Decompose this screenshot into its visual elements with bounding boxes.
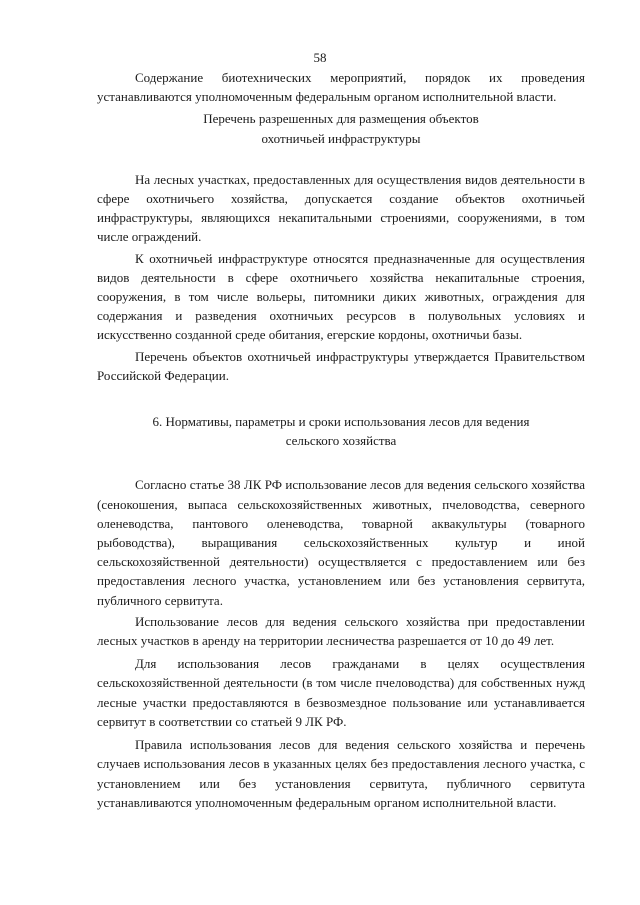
section6-heading-line1: 6. Нормативы, параметры и сроки использования лесов для ведения xyxy=(152,414,530,430)
section6-paragraph: Согласно статье 38 ЛК РФ использование лесов для ведения сельского хозяйства (сенокошения, выпаса сельскохозяйственных животных, пчеловодства, северного оленеводства, пантового оленеводства, товарной аквакультуры (товарного рыбоводства), выращивания сельскохозяйственных культур и иной сельскохозяйственной деятельности) осуществляется с предоставлением или без предоставления лесного участка, установлением или без установления сервитута, публичного сервитута. xyxy=(97,477,585,608)
infrastructure-heading xyxy=(97,109,585,147)
section6-heading xyxy=(97,412,585,450)
section6-heading-line2: сельского хозяйства xyxy=(285,433,397,449)
infrastructure-heading-line2: охотничьей инфраструктуры xyxy=(261,130,421,146)
intro-paragraph: Содержание биотехнических мероприятий, порядок их проведения устанавливаются уполномоченным федеральным органом исполнительной власти. xyxy=(97,70,585,105)
infrastructure-paragraph: На лесных участках, предоставленных для осуществления видов деятельности в сфере охотничьего хозяйства, допускается создание объектов охотничьей инфраструктуры, являющихся некапитальными строениями, сооружениями, в том числе ограждений. xyxy=(97,171,585,245)
infrastructure-paragraph: Перечень объектов охотничьей инфраструктуры утверждается Правительством Российской Федерации. xyxy=(97,348,585,383)
section6-paragraph: Для использования лесов гражданами в целях осуществления сельскохозяйственной деятельности (в том числе пчеловодства) для собственных нужд лесные участки предоставляются в безвозмездное пользование или устанавливается сервитут в соответствии со статьей 9 ЛК РФ. xyxy=(97,656,585,729)
infrastructure-paragraph: К охотничьей инфраструктуре относятся предназначенные для осуществления видов деятельности в сфере охотничьего хозяйства некапитальные строения, сооружения, в том числе вольеры, питомники диких животных, ограждения для содержания и разведения охотничьих ресурсов в полувольных условиях и искусственно созданной среде обитания, егерские кордоны, охотничьи базы. xyxy=(97,250,585,343)
infrastructure-heading-line1: Перечень разрешенных для размещения объектов xyxy=(203,111,479,127)
document-body xyxy=(97,68,585,812)
section6-paragraph: Использование лесов для ведения сельского хозяйства при предоставлении лесных участков в аренду на территории лесничества разрешается от 10 до 49 лет. xyxy=(97,613,585,649)
page-number: 58 xyxy=(313,50,327,65)
section6-paragraph: Правила использования лесов для ведения сельского хозяйства и перечень случаев использования лесов в указанных целях без предоставления лесного участка, с установлением или без установления сервитута, публичного сервитута устанавливаются уполномоченным федеральным органом исполнительной власти. xyxy=(97,737,585,810)
